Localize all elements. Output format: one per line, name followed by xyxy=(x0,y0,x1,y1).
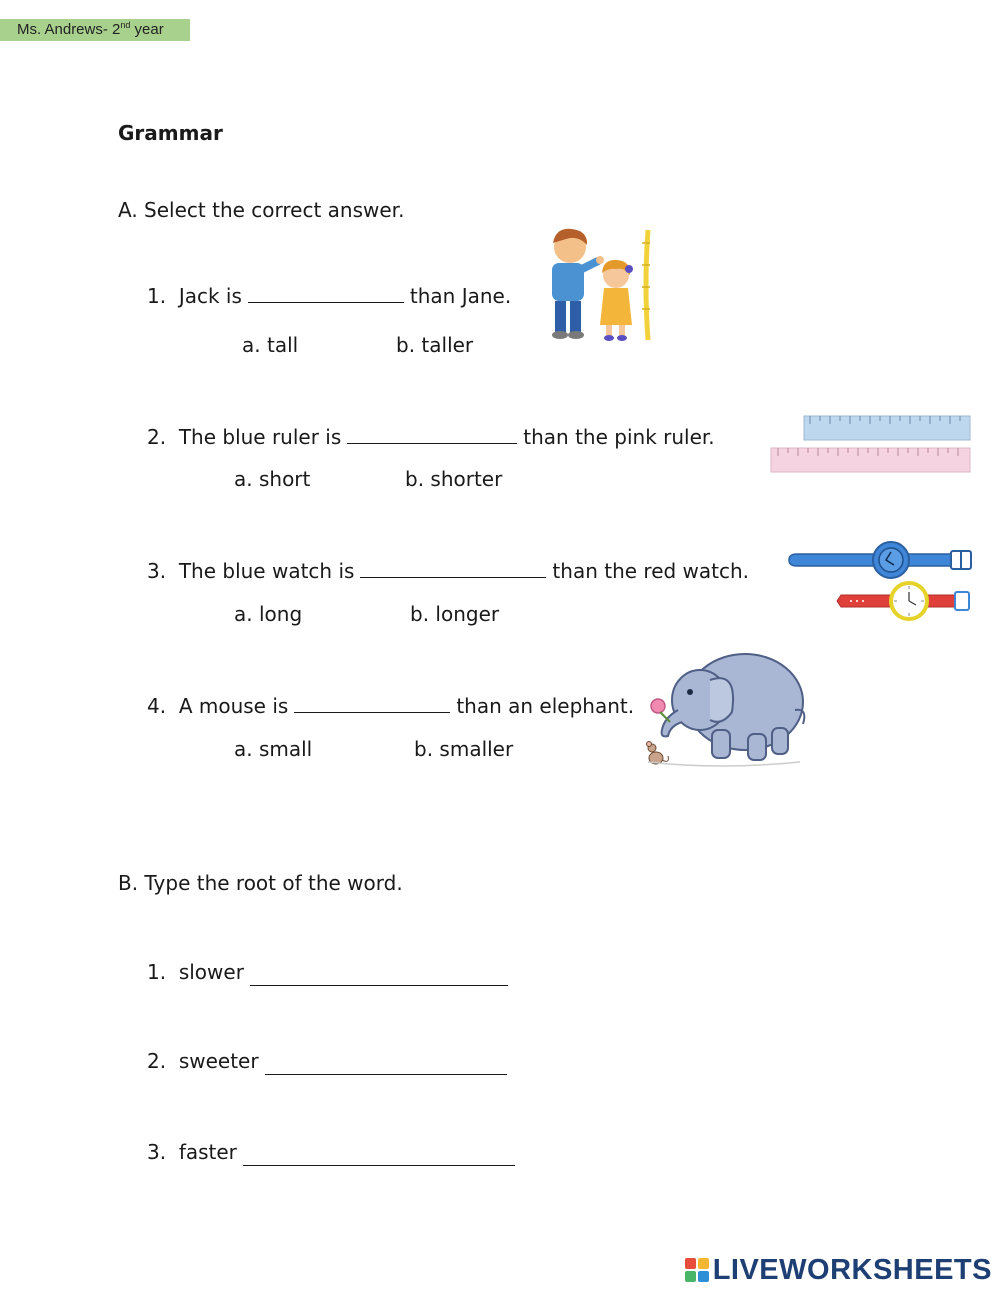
q1-option-a[interactable]: a. tall xyxy=(242,333,299,357)
question-text-before: Jack is xyxy=(178,284,242,308)
root-item-1 xyxy=(147,960,508,986)
ordinal-suffix: nd xyxy=(120,20,131,30)
q4-option-a[interactable]: a. small xyxy=(234,737,313,761)
watches-image xyxy=(785,540,975,624)
answer-blank[interactable] xyxy=(294,692,450,713)
year-label: year xyxy=(130,21,164,38)
item-word: slower xyxy=(178,960,244,984)
q2-option-b[interactable]: b. shorter xyxy=(405,467,503,491)
answer-blank[interactable] xyxy=(347,423,517,444)
question-4 xyxy=(147,692,634,718)
question-text-after: than the red watch. xyxy=(552,559,750,583)
logo-blocks-icon xyxy=(685,1258,709,1282)
question-number: 2. xyxy=(147,425,167,449)
item-word: faster xyxy=(178,1140,237,1164)
question-2 xyxy=(147,423,715,449)
elephant-mouse-image xyxy=(640,640,810,770)
question-1 xyxy=(147,282,511,308)
q3-option-a[interactable]: a. long xyxy=(234,602,303,626)
root-item-2 xyxy=(147,1049,507,1075)
q1-option-b[interactable]: b. taller xyxy=(396,333,474,357)
question-number: 4. xyxy=(147,694,167,718)
question-text-after: than an elephant. xyxy=(456,694,635,718)
rulers-image xyxy=(768,414,972,476)
question-3 xyxy=(147,557,749,583)
liveworksheets-logo xyxy=(685,1255,992,1285)
q2-option-a[interactable]: a. short xyxy=(234,467,311,491)
question-number: 1. xyxy=(147,284,167,308)
item-number: 2. xyxy=(147,1049,167,1073)
root-answer-input[interactable] xyxy=(250,963,508,986)
item-word: sweeter xyxy=(178,1049,259,1073)
page-title: Grammar xyxy=(118,121,223,145)
question-text-after: than the pink ruler. xyxy=(523,425,715,449)
brand-name: LIVEWORKSHEETS xyxy=(712,1253,992,1286)
section-b-instruction: B. Type the root of the word. xyxy=(118,871,403,895)
question-text-before: A mouse is xyxy=(178,694,289,718)
question-text-after: than Jane. xyxy=(409,284,512,308)
question-text-before: The blue watch is xyxy=(178,559,355,583)
item-number: 3. xyxy=(147,1140,167,1164)
teacher-tag xyxy=(0,19,190,41)
kids-height-image xyxy=(540,225,658,345)
q4-option-b[interactable]: b. smaller xyxy=(414,737,514,761)
answer-blank[interactable] xyxy=(360,557,546,578)
question-number: 3. xyxy=(147,559,167,583)
q3-option-b[interactable]: b. longer xyxy=(410,602,500,626)
root-answer-input[interactable] xyxy=(243,1143,515,1166)
section-a-instruction: A. Select the correct answer. xyxy=(118,198,405,222)
root-answer-input[interactable] xyxy=(265,1052,507,1075)
teacher-label: Ms. Andrews- 2 xyxy=(17,21,121,38)
root-item-3 xyxy=(147,1140,515,1166)
item-number: 1. xyxy=(147,960,167,984)
answer-blank[interactable] xyxy=(248,282,404,303)
question-text-before: The blue ruler is xyxy=(178,425,342,449)
